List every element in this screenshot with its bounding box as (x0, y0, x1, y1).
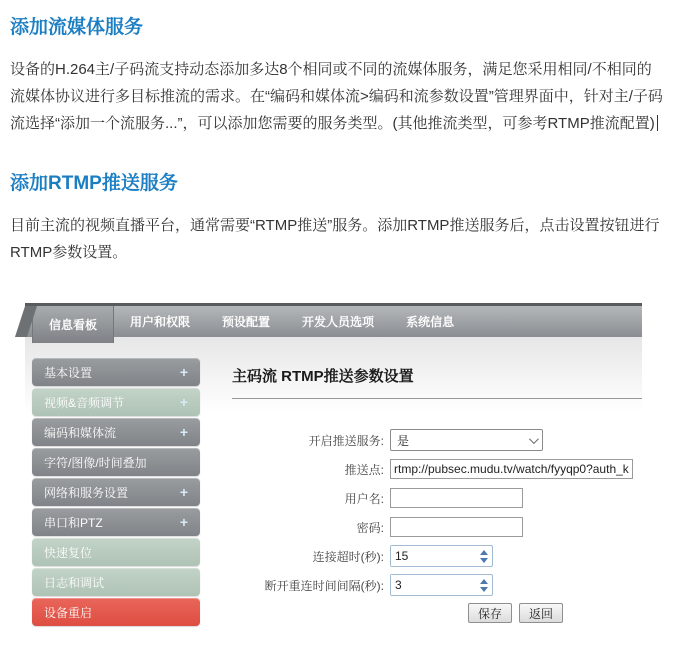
sidebar-item-network-services[interactable]: 网络和服务设置 + (32, 478, 200, 506)
doc-paragraph-streaming: 设备的H.264主/子码流支持动态添加多达8个相同或不同的流媒体服务，满足您采用相同/不相同的流媒体协议进行多目标推流的需求。在“编码和媒体流>编码和流参数设置”管理界面中，针对主/子码流选择“添加一个流服务...”，可以添加您需要的服务类型。(其他推流类型，可参考RTMP推流配置) (10, 61, 663, 132)
nav-tab-users-permissions[interactable]: 用户和权限 (130, 315, 191, 329)
nav-tab-developer-options[interactable]: 开发人员选项 (302, 315, 375, 329)
sidebar-item-basic-settings[interactable]: 基本设置 + (32, 358, 200, 386)
sidebar-item-serial-ptz[interactable]: 串口和PTZ + (32, 508, 200, 536)
spinner-buttons (476, 575, 492, 595)
expand-plus-icon[interactable]: + (179, 424, 188, 440)
reconnect-row (232, 574, 642, 596)
doc-heading-rtmp: 添加RTMP推送服务 (10, 173, 178, 194)
nav-tab-dashboard[interactable]: 信息看板 (32, 306, 114, 343)
spinner-down-icon[interactable] (480, 587, 488, 592)
expand-plus-icon[interactable]: + (179, 364, 188, 380)
spinner-up-icon[interactable] (480, 579, 488, 584)
username-label: 用户名: (344, 491, 384, 506)
reconnect-input[interactable] (391, 575, 476, 595)
spinner-buttons (476, 546, 492, 566)
settings-form (232, 429, 642, 623)
doc-paragraph-rtmp: 目前主流的视频直播平台，通常需要“RTMP推送”服务。添加RTMP推送服务后，点击设置按钮进行RTMP参数设置。 (10, 217, 660, 261)
reconnect-label: 断开重连时间间隔(秒): (264, 578, 384, 593)
timeout-input[interactable] (391, 546, 476, 566)
password-input[interactable] (390, 517, 523, 537)
reconnect-spinner (390, 574, 493, 596)
spinner-down-icon[interactable] (480, 558, 488, 563)
enable-push-row (232, 429, 642, 451)
expand-plus-icon[interactable]: + (179, 484, 188, 500)
back-button[interactable]: 返回 (519, 603, 563, 623)
enable-push-label: 开启推送服务: (308, 433, 384, 448)
embedded-screenshot (25, 303, 642, 650)
nav-tab-system-info[interactable]: 系统信息 (406, 315, 455, 329)
username-input[interactable] (390, 488, 523, 508)
page-title: 主码流 RTMP推送参数设置 (232, 365, 642, 399)
sidebar (32, 358, 200, 628)
nav-tab-presets[interactable]: 预设配置 (222, 315, 271, 329)
password-label: 密码: (356, 520, 384, 535)
push-url-input[interactable] (390, 459, 633, 479)
main-panel (232, 303, 642, 623)
sidebar-item-osd-overlay[interactable]: 字符/图像/时间叠加 (32, 448, 200, 476)
timeout-spinner (390, 545, 493, 567)
enable-push-select[interactable]: 是 (390, 429, 543, 451)
expand-plus-icon[interactable]: + (179, 394, 188, 410)
sidebar-item-encoding-media-stream[interactable]: 编码和媒体流 + (32, 418, 200, 446)
timeout-label: 连接超时(秒): (312, 549, 384, 564)
text-caret (657, 115, 658, 131)
chevron-down-icon (529, 434, 539, 444)
sidebar-item-quick-reset[interactable]: 快速复位 (32, 538, 200, 566)
form-buttons (232, 603, 563, 623)
push-url-row (232, 458, 642, 480)
sidebar-item-device-restart[interactable]: 设备重启 (32, 598, 200, 626)
doc-section (0, 0, 674, 266)
timeout-row (232, 545, 642, 567)
spinner-up-icon[interactable] (480, 550, 488, 555)
save-button[interactable]: 保存 (468, 603, 512, 623)
push-url-label: 推送点: (344, 462, 384, 477)
sidebar-item-video-audio[interactable]: 视频&音频调节 + (32, 388, 200, 416)
sidebar-item-log-debug[interactable]: 日志和调试 (32, 568, 200, 596)
username-row (232, 487, 642, 509)
doc-heading-streaming: 添加流媒体服务 (10, 17, 144, 38)
expand-plus-icon[interactable]: + (179, 514, 188, 530)
password-row (232, 516, 642, 538)
